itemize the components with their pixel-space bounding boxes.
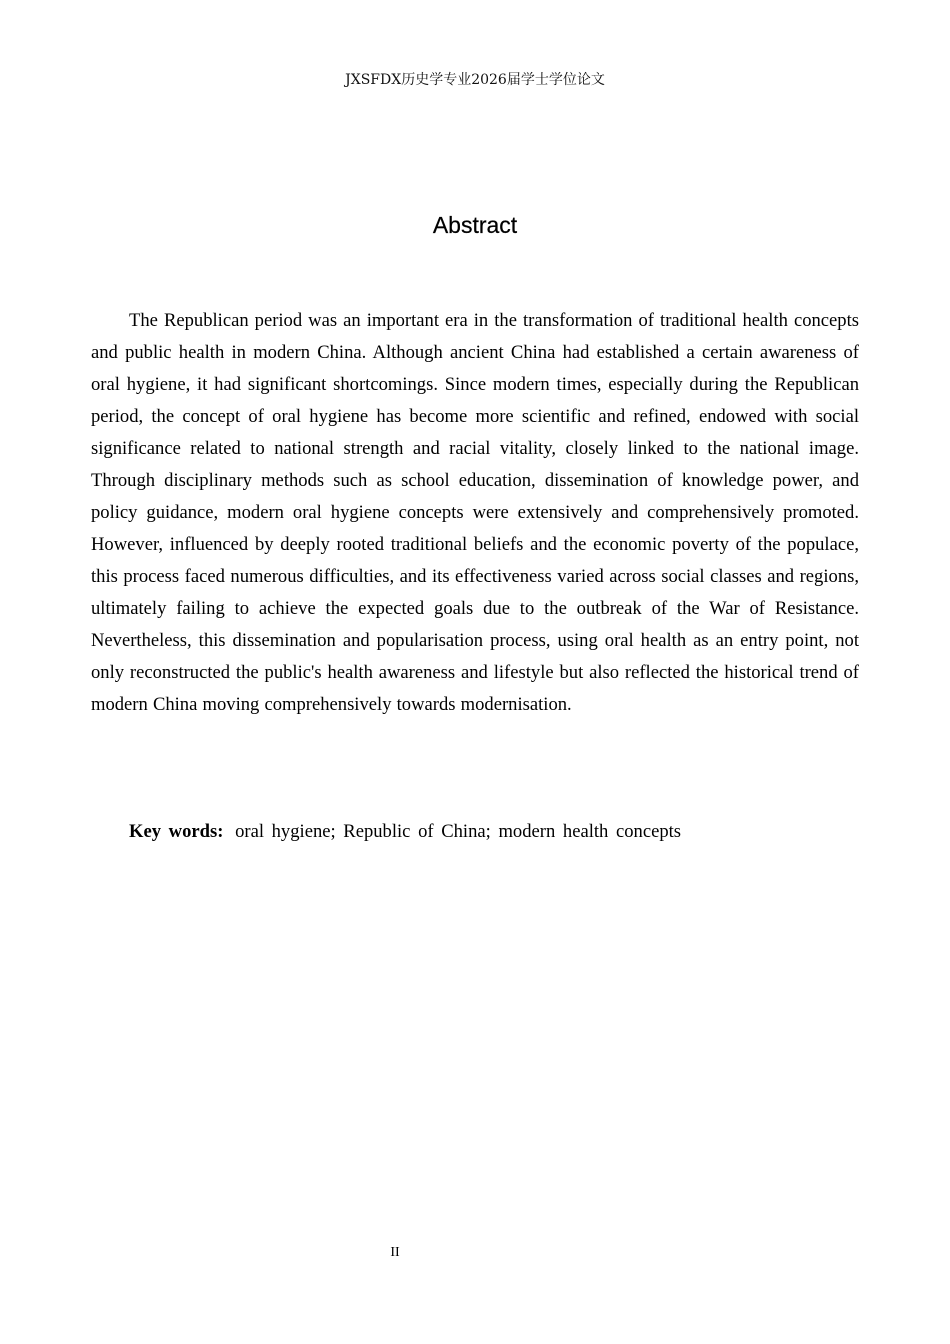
page-number: II xyxy=(390,1245,400,1260)
abstract-title: Abstract xyxy=(432,212,518,238)
abstract-body: The Republican period was an important era in the transformation of traditional health concepts and public health in modern China. Although ancient China had established a certain awareness of oral hygiene, it had significant shortcomings. Since modern times, especially during the Republican period, the concept of oral hygiene has become more scientific and refined, endowed with social significance related to national strength and racial vitality, closely linked to the national image. Through disciplinary methods such as school education, dissemination of knowledge power, and policy guidance, modern oral hygiene concepts were extensively and comprehensively promoted. However, influenced by deeply rooted traditional beliefs and the economic poverty of the populace, this process faced numerous difficulties, and its effectiveness varied across social classes and regions, ultimately failing to achieve the expected goals due to the outbreak of the War of Resistance. Nevertheless, this dissemination and popularisation process, using oral health as an entry point, not only reconstructed the public's health awareness and lifestyle but also reflected the historical trend of modern China moving comprehensively towards modernisation. xyxy=(91,310,859,715)
keywords-text: oral hygiene; Republic of China; modern health concepts xyxy=(235,821,682,842)
keywords-line xyxy=(129,816,859,848)
running-header: JXSFDX历史学专业2026届学士学位论文 xyxy=(345,72,605,88)
keywords-label: Key words: xyxy=(129,821,224,842)
